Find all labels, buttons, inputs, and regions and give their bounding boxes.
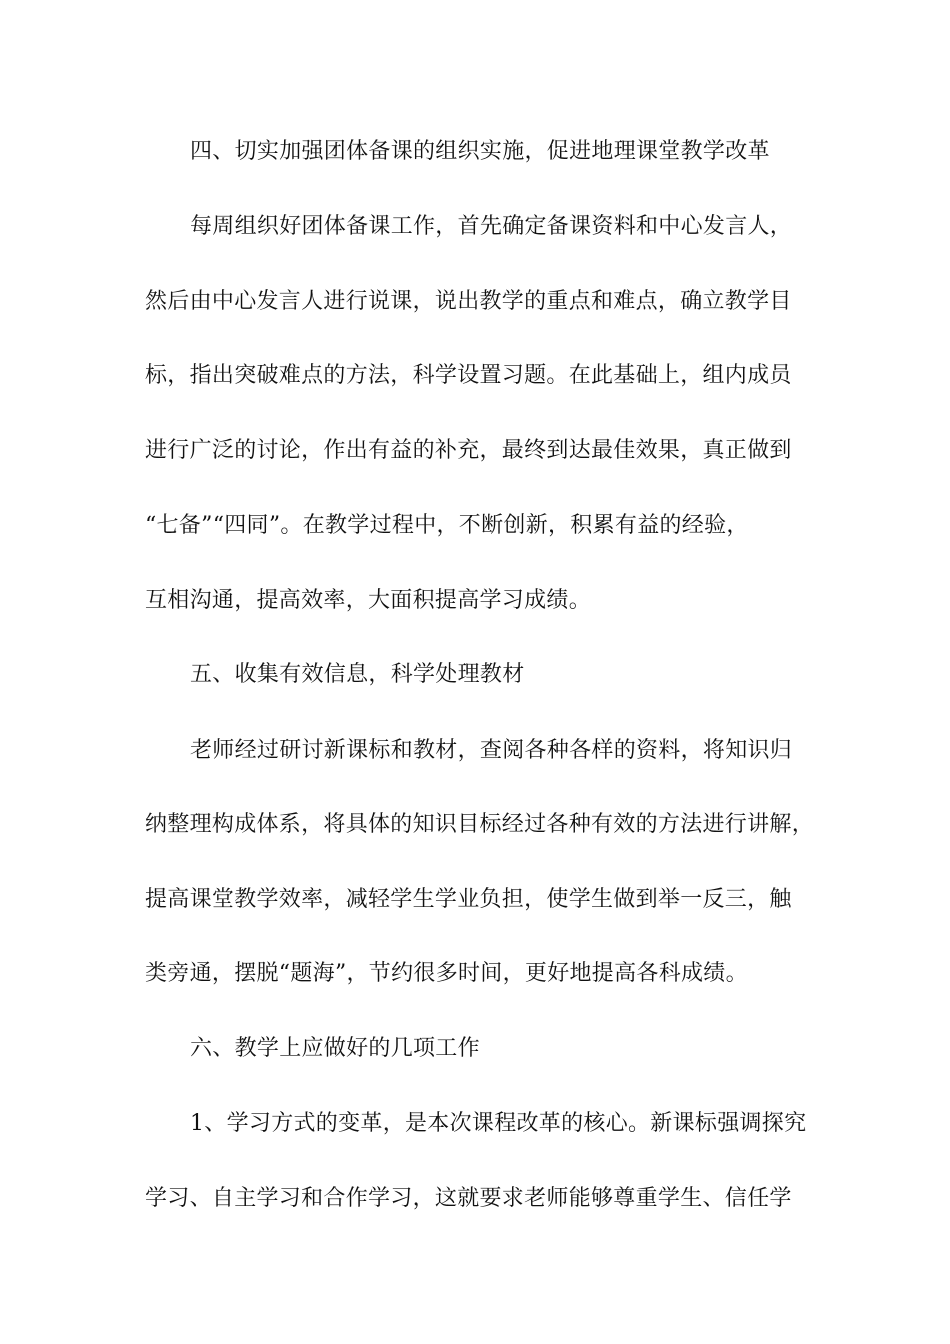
paragraph-line: 进行广泛的讨论，作出有益的补充，最终到达最佳效果，真正做到 xyxy=(145,438,792,463)
paragraph-line: 标，指出突破难点的方法，科学设置习题。在此基础上，组内成员 xyxy=(145,363,792,388)
section-heading-6: 六、教学上应做好的几项工作 xyxy=(190,1036,480,1061)
paragraph-line: 1、学习方式的变革，是本次课程改革的核心。新课标强调探究 xyxy=(190,1111,807,1136)
paragraph-line: 互相沟通，提高效率，大面积提高学习成绩。 xyxy=(145,588,592,613)
paragraph-line: 纳整理构成体系，将具体的知识目标经过各种有效的方法进行讲解， xyxy=(145,812,815,837)
paragraph-line: 学习、自主学习和合作学习，这就要求老师能够尊重学生、信任学 xyxy=(145,1186,792,1211)
paragraph-line: 然后由中心发言人进行说课，说出教学的重点和难点，确立教学目 xyxy=(145,289,792,314)
paragraph-line: 每周组织好团体备课工作，首先确定备课资料和中心发言人， xyxy=(190,214,793,239)
paragraph-line: 类旁通，摆脱“题海”，节约很多时间，更好地提高各科成绩。 xyxy=(145,961,748,986)
paragraph-line: 提高课堂教学效率，减轻学生学业负担，使学生做到举一反三，触 xyxy=(145,887,792,912)
paragraph-line: “七备”“四同”。在教学过程中，不断创新，积累有益的经验， xyxy=(145,513,749,538)
paragraph-line: 老师经过研讨新课标和教材，查阅各种各样的资料，将知识归 xyxy=(190,738,793,763)
section-heading-4: 四、切实加强团体备课的组织实施，促进地理课堂教学改革 xyxy=(190,139,770,164)
section-heading-5: 五、收集有效信息，科学处理教材 xyxy=(190,662,525,687)
